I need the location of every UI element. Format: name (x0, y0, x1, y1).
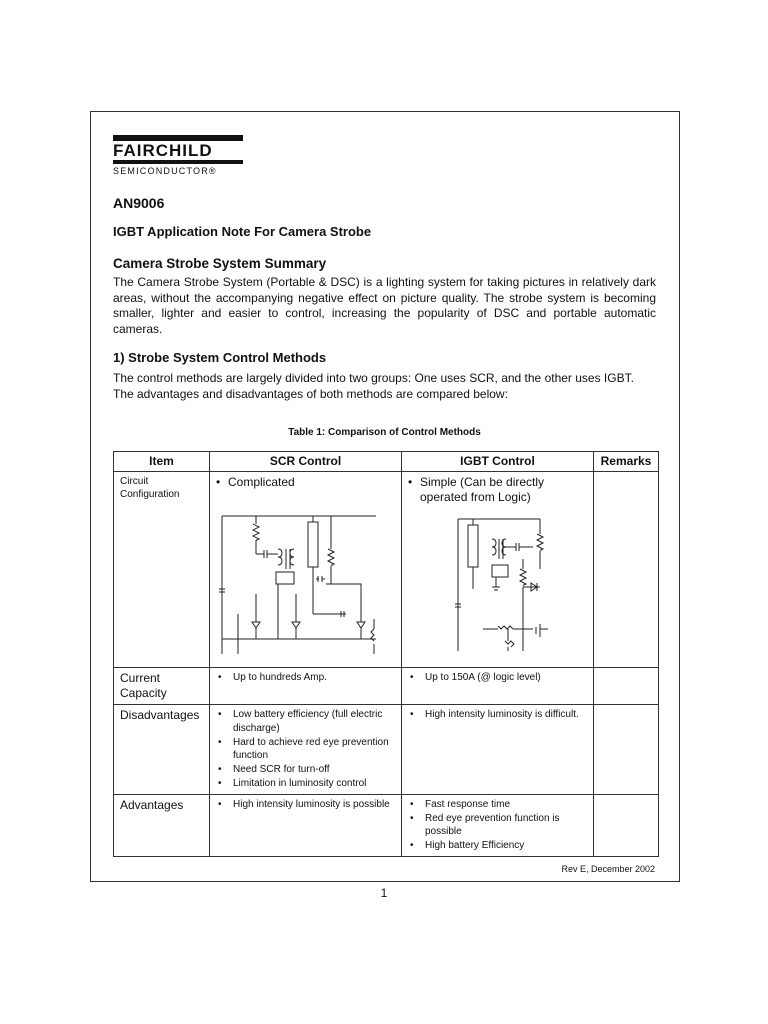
logo-subtitle: SEMICONDUCTOR® (113, 166, 217, 176)
cell-igbt-capacity (402, 668, 594, 705)
list-item: • Red eye prevention function is possible (408, 812, 587, 840)
document-title: IGBT Application Note For Camera Strobe (113, 224, 372, 239)
row-item-current-capacity: Current Capacity (114, 668, 210, 705)
header-scr-control: SCR Control (210, 452, 402, 472)
list-item: • Hard to achieve red eye prevention function (216, 736, 395, 764)
cell-remarks (594, 472, 659, 668)
list-item: • Up to 150A (@ logic level) (408, 671, 587, 685)
row-item-circuit-configuration: Circuit Configuration (114, 472, 210, 668)
table-caption: Table 1: Comparison of Control Methods (288, 427, 481, 438)
cell-igbt-disadvantages (402, 705, 594, 795)
subsection-title: 1) Strobe System Control Methods (113, 350, 327, 365)
section-title: Camera Strobe System Summary (113, 256, 327, 271)
list-item: • Fast response time (408, 798, 587, 812)
fairchild-logo (113, 135, 243, 181)
scr-circuit-diagram-icon (216, 494, 391, 654)
header-igbt-control: IGBT Control (402, 452, 594, 472)
list-item: • Need SCR for turn-off (216, 763, 395, 777)
header-item: Item (114, 452, 210, 472)
list-item: • Up to hundreds Amp. (216, 671, 395, 685)
list-item: • High battery Efficiency (408, 839, 587, 853)
table-header-row (114, 452, 659, 472)
list-item: • Low battery efficiency (full electric discharge) (216, 708, 395, 736)
revision-note: Rev E, December 2002 (561, 864, 655, 874)
cell-bullet: • Complicated (216, 475, 395, 490)
cell-remarks (594, 794, 659, 856)
logo-name: FAIRCHILD (113, 141, 213, 160)
control-paragraph: The control methods are largely divided into two groups: One uses SCR, and the other uses IGBT. The advantages and disadvantages of both methods are compared below: (113, 371, 634, 401)
cell-scr-circuit (210, 472, 402, 668)
cell-remarks (594, 705, 659, 795)
list-item: • High intensity luminosity is difficult. (408, 708, 587, 722)
table-row (114, 794, 659, 856)
header-remarks: Remarks (594, 452, 659, 472)
row-item-disadvantages: Disadvantages (114, 705, 210, 795)
table-row (114, 472, 659, 668)
igbt-circuit-diagram-icon (408, 509, 583, 651)
logo-bar (113, 160, 243, 164)
cell-scr-advantages (210, 794, 402, 856)
row-item-advantages: Advantages (114, 794, 210, 856)
list-item: • High intensity luminosity is possible (216, 798, 395, 812)
intro-paragraph: The Camera Strobe System (Portable & DSC) is a lighting system for taking pictures in relatively dark areas, without the accompanying negative effect on picture quality. The strobe system is becoming smaller, lighter and easier to control, increasing the popularity of DSC and portable automatic cameras. (113, 275, 656, 336)
cell-bullet: • Simple (Can be directly operated from Logic) (408, 475, 587, 505)
document-id: AN9006 (113, 195, 165, 211)
page-number: 1 (380, 886, 388, 900)
cell-igbt-circuit (402, 472, 594, 668)
table-row (114, 705, 659, 795)
cell-remarks (594, 668, 659, 705)
comparison-table (113, 451, 659, 857)
cell-scr-capacity (210, 668, 402, 705)
cell-scr-disadvantages (210, 705, 402, 795)
cell-igbt-advantages (402, 794, 594, 856)
list-item: • Limitation in luminosity control (216, 777, 395, 791)
table-row (114, 668, 659, 705)
